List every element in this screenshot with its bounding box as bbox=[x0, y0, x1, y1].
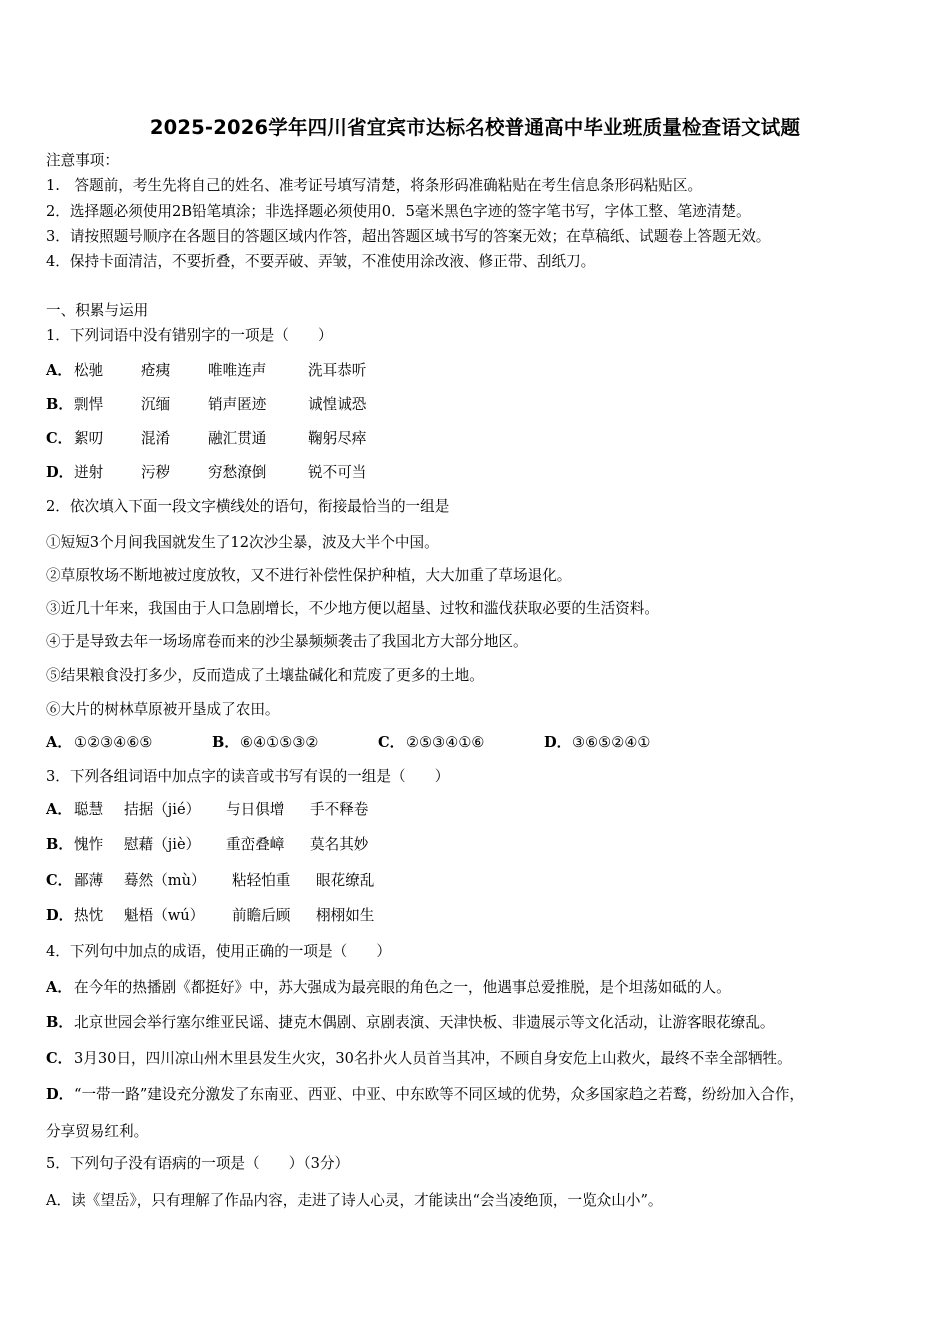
option-text: 北京世园会举行塞尔维亚民谣、捷克木偶剧、京剧表演、天津快板、非遗展示等文化活动，让游客眼花缭乱。 bbox=[74, 1014, 775, 1031]
q3-option-a[interactable] bbox=[46, 801, 368, 819]
word: 慰藉（jiè） bbox=[124, 836, 201, 853]
word: 重峦叠嶂 bbox=[226, 836, 285, 853]
word: 眼花缭乱 bbox=[316, 872, 375, 889]
option-label: A． bbox=[46, 734, 72, 751]
option-label: D． bbox=[46, 907, 74, 924]
option-label: D． bbox=[46, 464, 74, 481]
word: 迸射 bbox=[74, 464, 104, 481]
option-label: B． bbox=[46, 396, 73, 413]
q5-option-a[interactable] bbox=[46, 1192, 663, 1210]
q2-option-a[interactable] bbox=[46, 734, 212, 752]
option-text: 读《望岳》，只有理解了作品内容，走进了诗人心灵，才能读出“会当凌绝顶，一览众山小”。 bbox=[71, 1192, 663, 1209]
word: 融汇贯通 bbox=[208, 430, 267, 447]
word: 洗耳恭听 bbox=[308, 362, 367, 379]
word: 疮痍 bbox=[141, 362, 171, 379]
word: 粘轻怕重 bbox=[232, 872, 291, 889]
q2-sentence: ①短短3个月间我国就发生了12次沙尘暴，波及大半个中国。 bbox=[46, 534, 439, 551]
q2-option-c[interactable] bbox=[378, 734, 544, 752]
q1-option-b[interactable] bbox=[46, 396, 366, 414]
question-1-stem: 1．下列词语中没有错别字的一项是（ ） bbox=[46, 327, 333, 344]
option-label: B． bbox=[46, 1014, 73, 1031]
q2-sentence: ⑥大片的树林草原被开垦成了农田。 bbox=[46, 701, 280, 718]
q4-option-a[interactable] bbox=[46, 979, 731, 997]
word: 污秽 bbox=[141, 464, 171, 481]
q2-sentence: ④于是导致去年一场场席卷而来的沙尘暴频频袭击了我国北方大部分地区。 bbox=[46, 633, 528, 650]
word: 魁梧（wú） bbox=[124, 907, 205, 924]
option-text: ③⑥⑤②④① bbox=[572, 734, 651, 751]
word: 栩栩如生 bbox=[316, 907, 375, 924]
word: 锐不可当 bbox=[308, 464, 367, 481]
question-4-stem: 4．下列句中加点的成语，使用正确的一项是（ ） bbox=[46, 943, 391, 960]
word: 销声匿迹 bbox=[208, 396, 267, 413]
option-label: A． bbox=[46, 362, 72, 379]
q2-sentence: ②草原牧场不断地被过度放牧，又不进行补偿性保护种植，大大加重了草场退化。 bbox=[46, 567, 572, 584]
q1-option-c[interactable] bbox=[46, 430, 366, 448]
q4-option-b[interactable] bbox=[46, 1014, 775, 1032]
word: 唯唯连声 bbox=[208, 362, 267, 379]
word: 松驰 bbox=[74, 362, 104, 379]
word: 诚惶诚恐 bbox=[308, 396, 367, 413]
option-label: C． bbox=[378, 734, 405, 751]
word: 聪慧 bbox=[74, 801, 104, 818]
word: 拮据（jié） bbox=[124, 801, 201, 818]
word: 剽悍 bbox=[74, 396, 104, 413]
q2-sentence: ③近几十年来，我国由于人口急剧增长，不少地方便以超垦、过牧和滥伐获取必要的生活资料。 bbox=[46, 600, 659, 617]
q2-sentence: ⑤结果粮食没打多少，反而造成了土壤盐碱化和荒废了更多的土地。 bbox=[46, 667, 484, 684]
option-text: “一带一路”建设充分激发了东南亚、西亚、中亚、中东欧等不同区域的优势，众多国家趋之若鹜，纷纷加入合作， bbox=[74, 1086, 805, 1103]
option-text: 3月30日，四川凉山州木里县发生火灾，30名扑火人员首当其冲，不顾自身安危上山救火，最终不幸全部牺牲。 bbox=[74, 1050, 792, 1067]
option-label: C． bbox=[46, 1050, 73, 1067]
question-5-stem: 5．下列句子没有语病的一项是（ ）（3分） bbox=[46, 1155, 350, 1172]
option-label: D． bbox=[544, 734, 572, 751]
q4-option-d-continuation: 分享贸易红利。 bbox=[46, 1123, 149, 1140]
q2-option-b[interactable] bbox=[212, 734, 378, 752]
section-heading: 一、积累与运用 bbox=[46, 302, 149, 319]
q2-option-d[interactable] bbox=[544, 734, 681, 752]
word: 混淆 bbox=[141, 430, 171, 447]
q2-options-row bbox=[46, 734, 681, 752]
word: 穷愁潦倒 bbox=[208, 464, 267, 481]
word: 莫名其妙 bbox=[310, 836, 369, 853]
word: 与日俱增 bbox=[226, 801, 285, 818]
word: 蓦然（mù） bbox=[124, 872, 206, 889]
word: 鞠躬尽瘁 bbox=[308, 430, 367, 447]
option-label: A． bbox=[46, 801, 72, 818]
question-3-stem: 3．下列各组词语中加点字的读音或书写有误的一组是（ ） bbox=[46, 768, 450, 785]
word: 愧怍 bbox=[74, 836, 104, 853]
option-text: ②⑤③④①⑥ bbox=[406, 734, 485, 751]
q1-option-a[interactable] bbox=[46, 362, 366, 380]
option-label: A． bbox=[46, 979, 72, 996]
option-text: ①②③④⑥⑤ bbox=[74, 734, 153, 751]
option-label: B． bbox=[212, 734, 239, 751]
q1-option-d[interactable] bbox=[46, 464, 366, 482]
option-label: B． bbox=[46, 836, 73, 853]
notice-item: 1. 答题前，考生先将自己的姓名、准考证号填写清楚，将条形码准确粘贴在考生信息条形码粘贴区。 bbox=[46, 177, 703, 194]
notice-item: 4．保持卡面清洁，不要折叠，不要弄破、弄皱，不准使用涂改液、修正带、刮纸刀。 bbox=[46, 253, 596, 270]
q3-option-c[interactable] bbox=[46, 872, 374, 890]
notice-item: 2．选择题必须使用2B铅笔填涂；非选择题必须使用0．5毫米黑色字迹的签字笔书写，字体工整、笔迹清楚。 bbox=[46, 203, 751, 220]
q3-option-d[interactable] bbox=[46, 907, 374, 925]
q3-option-b[interactable] bbox=[46, 836, 368, 854]
word: 沉缅 bbox=[141, 396, 171, 413]
word: 鄙薄 bbox=[74, 872, 104, 889]
question-2-stem: 2．依次填入下面一段文字横线处的语句，衔接最恰当的一组是 bbox=[46, 498, 450, 515]
notice-item: 3．请按照题号顺序在各题目的答题区域内作答，超出答题区域书写的答案无效；在草稿纸、试题卷上答题无效。 bbox=[46, 228, 771, 245]
option-text: ⑥④①⑤③② bbox=[240, 734, 319, 751]
q4-option-d[interactable] bbox=[46, 1086, 804, 1104]
word: 絮叨 bbox=[74, 430, 104, 447]
option-label: A． bbox=[46, 1192, 72, 1209]
option-label: C． bbox=[46, 430, 73, 447]
word: 手不释卷 bbox=[310, 801, 369, 818]
option-text: 在今年的热播剧《都挺好》中，苏大强成为最亮眼的角色之一，他遇事总爱推脱，是个坦荡如砥的人。 bbox=[74, 979, 731, 996]
option-label: C． bbox=[46, 872, 73, 889]
word: 热忱 bbox=[74, 907, 104, 924]
q4-option-c[interactable] bbox=[46, 1050, 792, 1068]
page-title: 2025-2026学年四川省宜宾市达标名校普通高中毕业班质量检查语文试题 bbox=[149, 116, 801, 139]
word: 前瞻后顾 bbox=[232, 907, 291, 924]
notice-heading: 注意事项： bbox=[46, 152, 119, 169]
option-label: D． bbox=[46, 1086, 74, 1103]
